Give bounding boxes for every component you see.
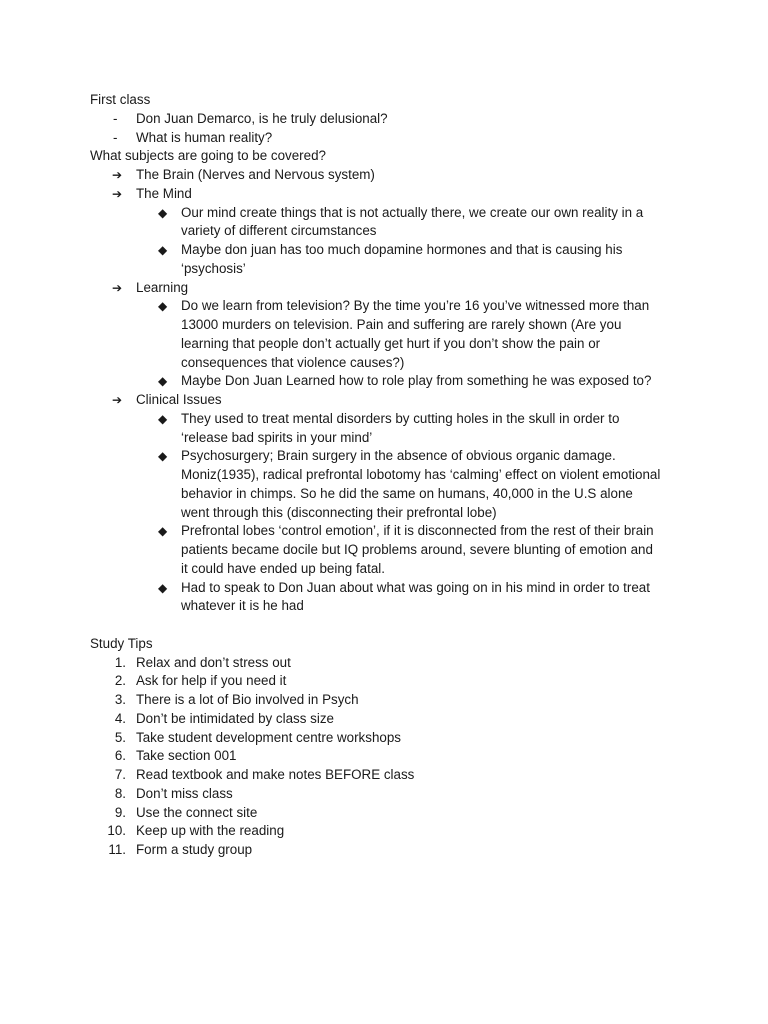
study-tip-text: Ask for help if you need it	[136, 673, 287, 689]
topic-mind	[0, 185, 768, 204]
arrow-bullet-icon: ➔	[112, 393, 123, 407]
study-tip-text: Keep up with the reading	[136, 823, 285, 839]
line-text: patients became docile but IQ problems around, severe blunting of emotion and	[181, 542, 653, 557]
list-item-text: Don Juan Demarco, is he truly delusional?	[136, 110, 388, 126]
list-item	[0, 204, 681, 242]
list-number: 8.	[114, 785, 126, 801]
study-tip-text: There is a lot of Bio involved in Psych	[136, 692, 359, 707]
line-text: Maybe Don Juan Learned how to role play from something he was exposed to?	[181, 373, 652, 389]
diamond-bullet-icon: ◆	[158, 449, 168, 464]
study-tip-text: Relax and don’t stress out	[136, 654, 291, 670]
line-text: They used to treat mental disorders by cutting holes in the skull in order to	[181, 410, 620, 426]
list-number: 4.	[114, 710, 126, 726]
list-number: 2.	[114, 673, 126, 689]
dash-bullet: -	[113, 110, 118, 126]
topic-label: The Mind	[136, 185, 192, 201]
arrow-bullet-icon: ➔	[112, 168, 123, 182]
line-text: it could have ended up being fatal.	[181, 560, 385, 576]
list-number: 7.	[114, 767, 126, 782]
arrow-bullet-icon: ➔	[112, 186, 123, 201]
study-tip-item	[0, 766, 768, 785]
study-tip-item	[0, 747, 768, 766]
diamond-bullet-icon: ◆	[158, 205, 168, 220]
list-item-text: What is human reality?	[136, 129, 273, 145]
paragraph-spacer	[0, 616, 768, 635]
line-text: went through this (disconnecting their prefrontal lobe)	[181, 504, 497, 520]
study-tip-item	[0, 804, 768, 823]
study-tip-item	[0, 785, 768, 804]
list-item	[0, 110, 768, 129]
study-tip-text: Don’t be intimidated by class size	[136, 710, 334, 726]
diamond-bullet-icon: ◆	[158, 243, 168, 257]
list-item	[0, 522, 681, 578]
study-tip-item	[0, 841, 768, 860]
topic-label: Clinical Issues	[136, 392, 222, 407]
list-number: 11.	[108, 842, 126, 857]
line-text: behavior in chimps. So he did the same on humans, 40,000 in the U.S alone	[181, 485, 633, 501]
study-tips-list	[0, 654, 768, 860]
dash-bullet: -	[113, 129, 118, 145]
topic-learning	[0, 279, 768, 298]
list-item	[0, 129, 768, 148]
line-text: Psychosurgery; Brain surgery in the absence of obvious organic damage.	[181, 448, 616, 464]
list-item	[0, 410, 681, 448]
list-item	[0, 372, 681, 391]
study-tip-text: Take student development centre workshops	[136, 729, 401, 745]
line-text: learning that people don’t actually get hurt if you don’t show the pain or	[181, 335, 601, 351]
topic-clinical-issues	[0, 391, 768, 410]
line-text: ‘psychosis’	[181, 260, 246, 276]
arrow-bullet-icon: ➔	[112, 280, 123, 295]
list-number: 3.	[114, 692, 126, 707]
line-text: Maybe don juan has too much dopamine hormones and that is causing his	[181, 242, 623, 257]
list-item	[0, 241, 681, 279]
study-tip-text: Read textbook and make notes BEFORE class	[136, 767, 415, 782]
diamond-bullet-icon: ◆	[158, 524, 168, 539]
line-text: Our mind create things that is not actually there, we create our own reality in a	[181, 204, 644, 220]
first-class-heading: First class	[90, 92, 151, 107]
line-text: whatever it is he had	[181, 598, 304, 614]
study-tip-text: Take section 001	[136, 748, 237, 764]
study-tip-item	[0, 691, 768, 710]
line-text: ‘release bad spirits in your mind’	[181, 429, 373, 445]
list-number: 1.	[114, 654, 126, 670]
study-tip-text: Don’t miss class	[136, 785, 233, 801]
study-tip-item	[0, 710, 768, 729]
line-text: variety of different circumstances	[181, 223, 377, 239]
topic-label: Learning	[136, 279, 189, 295]
study-tip-item	[0, 672, 768, 691]
study-tips-heading: Study Tips	[90, 635, 153, 651]
topic-label: The Brain (Nerves and Nervous system)	[136, 167, 375, 182]
list-number: 9.	[114, 804, 126, 820]
study-tip-item	[0, 729, 768, 748]
study-tip-item	[0, 822, 768, 841]
line-text: Moniz(1935), radical prefrontal lobotomy has ‘calming’ effect on violent emotional	[181, 467, 661, 482]
study-tip-text: Form a study group	[136, 842, 253, 857]
line-text: Prefrontal lobes ‘control emotion’, if it is disconnected from the rest of their brain	[181, 523, 654, 539]
list-item	[0, 297, 681, 372]
line-text: 13000 murders on television. Pain and suffering are rarely shown (Are you	[181, 317, 622, 332]
diamond-bullet-icon: ◆	[158, 299, 168, 314]
line-text: Do we learn from television? By the time you’re 16 you’ve witnessed more than	[181, 298, 650, 314]
diamond-bullet-icon: ◆	[158, 411, 168, 426]
line-text: consequences that violence causes?)	[181, 354, 405, 370]
subjects-heading: What subjects are going to be covered?	[90, 148, 326, 164]
topic-brain	[0, 166, 768, 185]
diamond-bullet-icon: ◆	[158, 374, 168, 389]
study-tip-text: Use the connect site	[136, 804, 258, 820]
line-text: Had to speak to Don Juan about what was going on in his mind in order to treat	[181, 579, 650, 595]
diamond-bullet-icon: ◆	[158, 580, 168, 595]
list-number: 5.	[114, 729, 126, 745]
list-item	[0, 579, 681, 617]
document-page	[0, 91, 768, 860]
list-number: 10.	[107, 823, 126, 839]
list-item	[0, 447, 681, 522]
study-tip-item	[0, 654, 768, 673]
list-number: 6.	[114, 748, 126, 764]
